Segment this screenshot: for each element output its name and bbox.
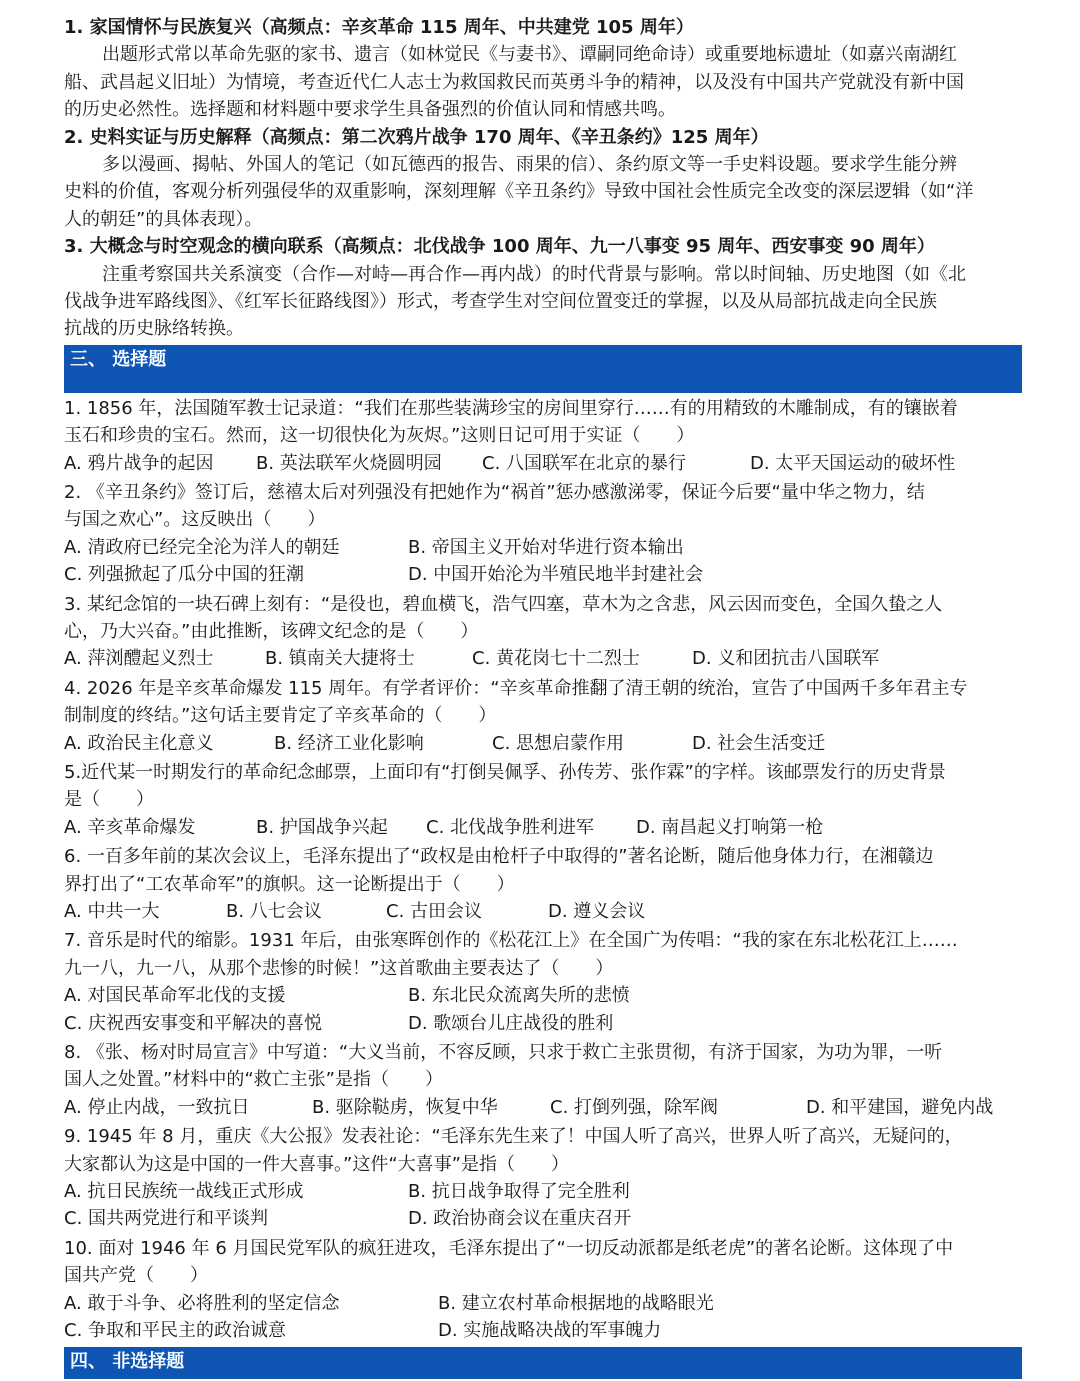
option-c[interactable]: C. 八国联军在北京的暴行	[482, 452, 687, 474]
options-row	[64, 1010, 1022, 1037]
question-9	[64, 1123, 1022, 1233]
question-stem-line: 6. 一百多年前的某次会议上，毛泽东提出了“政权是由枪杆子中取得的”著名论断，随后他身体力行，在湘赣边	[64, 846, 934, 868]
section-title: 三、 选择题	[70, 348, 167, 370]
section-banner-choice	[64, 345, 1022, 393]
intro-section	[64, 14, 1022, 343]
question-stem-line: 界打出了“工农革命军”的旗帜。这一论断提出于（ ）	[64, 873, 515, 895]
intro-text-line: 出题形式常以革命先驱的家书、遗言（如林觉民《与妻书》、谭嗣同绝命诗）或重要地标遗址（如嘉兴南湖红	[102, 44, 957, 66]
question-stem-line: 九一八，九一八，从那个悲惨的时候！”这首歌曲主要表达了（ ）	[64, 957, 614, 979]
options-row	[64, 814, 1022, 841]
options-row	[64, 645, 1022, 672]
question-7	[64, 927, 1022, 1037]
question-stem-line: 国共产党（ ）	[64, 1265, 208, 1287]
option-a[interactable]: A. 抗日民族统一战线正式形成	[64, 1181, 304, 1203]
options-row	[64, 730, 1022, 757]
option-d[interactable]: D. 遵义会议	[548, 901, 646, 923]
option-d[interactable]: D. 政治协商会议在重庆召开	[408, 1208, 632, 1230]
option-c[interactable]: C. 庆祝西安事变和平解决的喜悦	[64, 1012, 323, 1034]
option-b[interactable]: B. 建立农村革命根据地的战略眼光	[438, 1292, 714, 1314]
option-d[interactable]: D. 南昌起义打响第一枪	[636, 816, 824, 838]
option-b[interactable]: B. 抗日战争取得了完全胜利	[408, 1181, 630, 1203]
question-stem-line: 1. 1856 年，法国随军教士记录道：“我们在那些装满珍宝的房间里穿行……有的用精致的木雕制成，有的镶嵌着	[64, 397, 958, 419]
option-a[interactable]: A. 萍浏醴起义烈士	[64, 648, 214, 670]
option-c[interactable]: C. 国共两党进行和平谈判	[64, 1208, 269, 1230]
option-a[interactable]: A. 中共一大	[64, 901, 160, 923]
options-row	[64, 1178, 1022, 1205]
option-a[interactable]: A. 停止内战，一致抗日	[64, 1096, 250, 1118]
option-a[interactable]: A. 清政府已经完全沦为洋人的朝廷	[64, 536, 340, 558]
option-a[interactable]: A. 政治民主化意义	[64, 732, 214, 754]
option-a[interactable]: A. 鸦片战争的起因	[64, 452, 214, 474]
question-stem-line: 制制度的终结。”这句话主要肯定了辛亥革命的（ ）	[64, 705, 497, 727]
question-stem-line: 8. 《张、杨对时局宣言》中写道：“大义当前，不容反顾，只求于救亡主张贯彻，有济于国家，为功为罪，一听	[64, 1042, 943, 1064]
intro-text-line: 史料的价值，客观分析列强侵华的双重影响，深刻理解《辛丑条约》导致中国社会性质完全改变的深层逻辑（如“洋	[64, 181, 974, 203]
question-stem-line: 10. 面对 1946 年 6 月国民党军队的疯狂进攻，毛泽东提出了“一切反动派都是纸老虎”的著名论断。这体现了中	[64, 1237, 954, 1259]
section-banner-nonchoice	[64, 1347, 1022, 1379]
options-row	[64, 561, 1022, 588]
question-stem-line: 5.近代某一时期发行的革命纪念邮票，上面印有“打倒吴佩孚、孙传芳、张作霖”的字样。该邮票发行的历史背景	[64, 762, 946, 784]
intro-text-line: 注重考察国共关系演变（合作—对峙—再合作—再内战）的时代背景与影响。常以时间轴、历史地图（如《北	[102, 263, 966, 285]
option-d[interactable]: D. 社会生活变迁	[692, 732, 826, 754]
option-b[interactable]: B. 经济工业化影响	[274, 732, 424, 754]
options-row	[64, 1290, 1022, 1317]
intro-text-line: 伐战争进军路线图》、《红军长征路线图》）形式，考查学生对空间位置变迁的掌握，以及从局部抗战走向全民族	[64, 291, 937, 313]
question-10	[64, 1235, 1022, 1345]
option-b[interactable]: B. 英法联军火烧圆明园	[256, 452, 442, 474]
intro-text-line: 船、武昌起义旧址）为情境，考查近代仁人志士为救国救民而英勇斗争的精神，以及没有中国共产党就没有新中国	[64, 71, 964, 93]
option-b[interactable]: B. 八七会议	[226, 901, 322, 923]
option-d[interactable]: D. 太平天国运动的破坏性	[750, 452, 956, 474]
question-stem-line: 9. 1945 年 8 月，重庆《大公报》发表社论：“毛泽东先生来了！中国人听了高兴，世界人听了高兴，无疑问的，	[64, 1126, 963, 1148]
question-2	[64, 479, 1022, 589]
option-b[interactable]: B. 东北民众流离失所的悲愤	[408, 985, 630, 1007]
question-stem-line: 3. 某纪念馆的一块石碑上刻有：“是役也，碧血横飞，浩气四塞，草木为之含悲，风云因而变色，全国久蛰之人	[64, 593, 943, 615]
document-page	[64, 14, 1022, 1381]
option-d[interactable]: D. 和平建国，避免内战	[806, 1096, 994, 1118]
question-5	[64, 759, 1022, 841]
question-stem-line: 与国之欢心”。这反映出（ ）	[64, 509, 326, 531]
option-d[interactable]: D. 中国开始沦为半殖民地半封建社会	[408, 564, 704, 586]
option-c[interactable]: C. 列强掀起了瓜分中国的狂潮	[64, 564, 305, 586]
option-d[interactable]: D. 义和团抗击八国联军	[692, 648, 880, 670]
options-row	[64, 898, 1022, 925]
section-title: 四、 非选择题	[70, 1351, 185, 1373]
option-a[interactable]: A. 辛亥革命爆发	[64, 816, 196, 838]
options-row	[64, 534, 1022, 561]
option-b[interactable]: B. 驱除鞑虏，恢复中华	[312, 1096, 498, 1118]
options-row	[64, 1317, 1022, 1344]
question-stem-line: 2. 《辛丑条约》签订后，慈禧太后对列强没有把她作为“祸首”惩办感激涕零，保证今后要“量中华之物力，结	[64, 482, 925, 504]
intro-text-line: 多以漫画、揭帖、外国人的笔记（如瓦德西的报告、雨果的信）、条约原文等一手史料设题。要求学生能分辨	[102, 154, 957, 176]
questions-list	[64, 395, 1022, 1345]
question-3	[64, 591, 1022, 673]
option-d[interactable]: D. 歌颂台儿庄战役的胜利	[408, 1012, 614, 1034]
question-stem-line: 国人之处置。”材料中的“救亡主张”是指（ ）	[64, 1069, 443, 1091]
intro-heading: 2. 史料实证与历史解释（高频点：第二次鸦片战争 170 周年、《辛丑条约》125 周年）	[64, 126, 769, 148]
options-row	[64, 1094, 1022, 1121]
option-b[interactable]: B. 帝国主义开始对华进行资本输出	[408, 536, 684, 558]
question-stem-line: 是（ ）	[64, 789, 154, 811]
option-c[interactable]: C. 打倒列强，除军阀	[550, 1096, 719, 1118]
question-stem-line: 大家都认为这是中国的一件大喜事。”这件“大喜事”是指（ ）	[64, 1153, 569, 1175]
question-stem-line: 7. 音乐是时代的缩影。1931 年后，由张寒晖创作的《松花江上》在全国广为传唱：“我的家在东北松花江上……	[64, 930, 958, 952]
intro-text-line: 抗战的历史脉络转换。	[64, 318, 244, 340]
option-b[interactable]: B. 镇南关大捷将士	[265, 648, 415, 670]
intro-text-line: 的历史必然性。选择题和材料题中要求学生具备强烈的价值认同和情感共鸣。	[64, 99, 676, 121]
intro-text-line: 人的朝廷”的具体表现）。	[64, 208, 263, 230]
question-stem-line: 心，乃大兴奋。”由此推断，该碑文纪念的是（ ）	[64, 621, 479, 643]
option-c[interactable]: C. 争取和平民主的政治诚意	[64, 1320, 287, 1342]
intro-heading: 1. 家国情怀与民族复兴（高频点：辛亥革命 115 周年、中共建党 105 周年）	[64, 17, 694, 38]
question-stem-line: 玉石和珍贵的宝石。然而，这一切很快化为灰烬。”这则日记可用于实证（ ）	[64, 425, 695, 447]
options-row	[64, 1205, 1022, 1232]
options-row	[64, 450, 1022, 477]
option-c[interactable]: C. 黄花岗七十二烈士	[472, 648, 641, 670]
option-c[interactable]: C. 北伐战争胜利进军	[426, 816, 595, 838]
option-c[interactable]: C. 古田会议	[386, 901, 483, 923]
options-row	[64, 982, 1022, 1009]
question-4	[64, 675, 1022, 757]
option-c[interactable]: C. 思想启蒙作用	[492, 732, 625, 754]
question-8	[64, 1039, 1022, 1121]
question-1	[64, 395, 1022, 477]
intro-heading: 3. 大概念与时空观念的横向联系（高频点：北伐战争 100 周年、九一八事变 95 周年、西安事变 90 周年）	[64, 236, 935, 258]
question-6	[64, 843, 1022, 925]
option-a[interactable]: A. 对国民革命军北伐的支援	[64, 985, 286, 1007]
option-d[interactable]: D. 实施战略决战的军事魄力	[438, 1320, 662, 1342]
option-b[interactable]: B. 护国战争兴起	[256, 816, 388, 838]
option-a[interactable]: A. 敢于斗争、必将胜利的坚定信念	[64, 1292, 340, 1314]
question-stem-line: 4. 2026 年是辛亥革命爆发 115 周年。有学者评价：“辛亥革命推翻了清王朝的统治，宣告了中国两千多年君主专	[64, 677, 968, 699]
